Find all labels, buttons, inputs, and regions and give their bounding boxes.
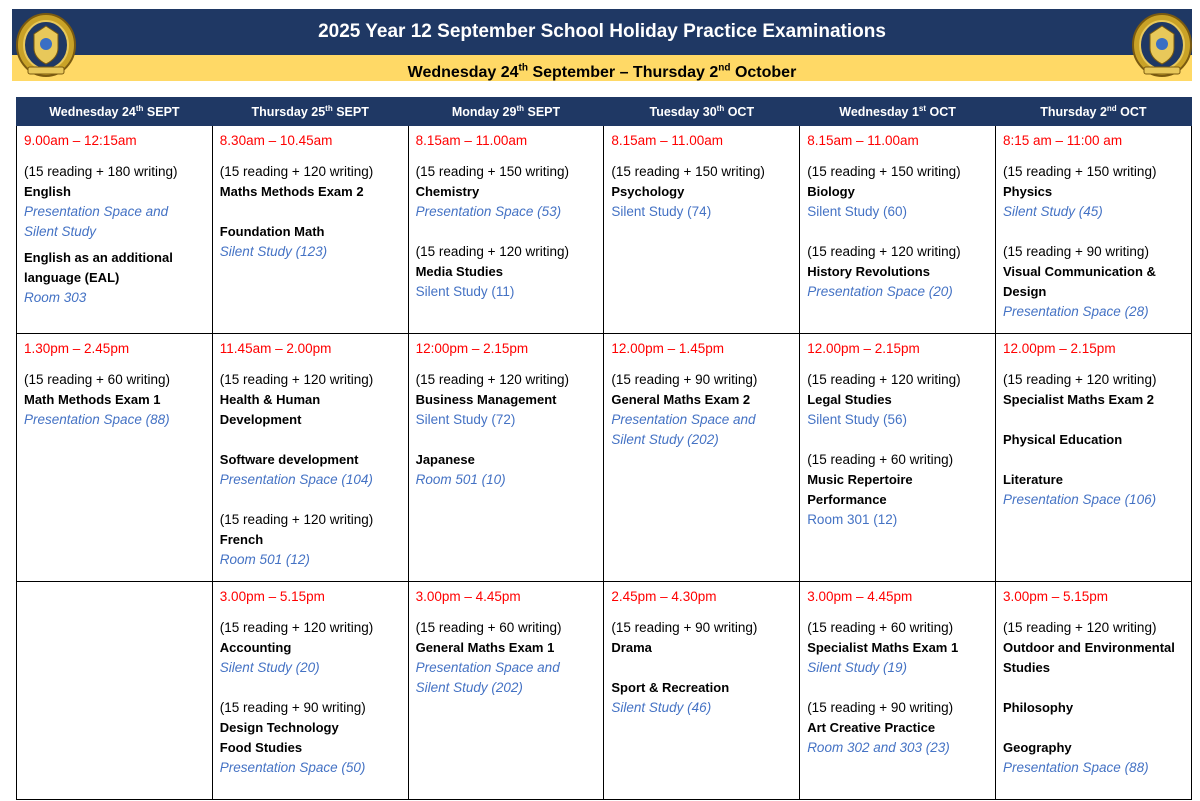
- exam-location: Presentation Space and Silent Study (202): [415, 660, 560, 695]
- exam-subject: English as an additional language (EAL): [24, 250, 173, 285]
- exam-location: Room 301 (12): [807, 512, 898, 527]
- reading-writing-time: (15 reading + 150 writing): [1002, 164, 1157, 179]
- session-cell: [408, 126, 604, 334]
- exam-subject: Accounting: [219, 640, 292, 655]
- session-cell: [995, 126, 1191, 334]
- day-header: Wednesday 1st OCT: [800, 98, 996, 126]
- exam-timetable: [16, 97, 1192, 800]
- reading-writing-time: (15 reading + 120 writing): [219, 372, 374, 387]
- session-cell: [800, 126, 996, 334]
- exam-subject: French: [219, 532, 264, 547]
- school-crest-logo-right: [1130, 12, 1194, 78]
- day-header: Wednesday 24th SEPT: [17, 98, 213, 126]
- exam-subject: Specialist Maths Exam 2: [1002, 392, 1154, 407]
- reading-writing-time: (15 reading + 120 writing): [1002, 620, 1157, 635]
- exam-subject: Drama: [611, 640, 652, 655]
- exam-subject: Health & Human Development: [219, 392, 321, 427]
- school-crest-logo-left: [14, 12, 78, 78]
- exam-location: Room 501 (10): [415, 472, 506, 487]
- exam-location: Presentation Space (53): [415, 204, 562, 219]
- reading-writing-time: (15 reading + 120 writing): [219, 512, 374, 527]
- session-time: 12.00pm – 1.45pm: [611, 341, 724, 356]
- exam-location: Room 302 and 303 (23): [807, 740, 950, 755]
- date-range-bar: [12, 55, 1192, 81]
- exam-subject: General Maths Exam 2: [611, 392, 751, 407]
- reading-writing-time: (15 reading + 90 writing): [611, 620, 758, 635]
- exam-location: Silent Study (19): [807, 660, 907, 675]
- session-time: 8.15am – 11.00am: [415, 133, 528, 148]
- reading-writing-time: (15 reading + 90 writing): [807, 700, 954, 715]
- exam-location: Presentation Space (20): [807, 284, 953, 299]
- exam-location: Room 501 (12): [219, 552, 310, 567]
- exam-subject: Business Management: [415, 392, 557, 407]
- session-time: 3.00pm – 4.45pm: [807, 589, 913, 604]
- reading-writing-time: (15 reading + 120 writing): [807, 372, 961, 387]
- exam-subject: Outdoor and Environmental Studies: [1002, 640, 1175, 675]
- exam-subject: Legal Studies: [807, 392, 892, 407]
- session-time: 12.00pm – 2.15pm: [807, 341, 920, 356]
- exam-location: Silent Study (72): [415, 412, 516, 427]
- reading-writing-time: (15 reading + 60 writing): [24, 372, 170, 387]
- reading-writing-time: (15 reading + 90 writing): [611, 372, 758, 387]
- date-range: Wednesday 24th September – Thursday 2nd October: [407, 63, 797, 82]
- exam-subject: History Revolutions: [807, 264, 930, 279]
- exam-subject: Physics: [1002, 184, 1053, 199]
- exam-location: Presentation Space (50): [219, 760, 366, 775]
- reading-writing-time: (15 reading + 150 writing): [807, 164, 961, 179]
- exam-subject: Music Repertoire Performance: [807, 472, 913, 507]
- midday-session-row: [17, 334, 1192, 582]
- reading-writing-time: (15 reading + 90 writing): [1002, 244, 1149, 259]
- exam-subject: Literature: [1002, 472, 1063, 487]
- session-cell: [17, 334, 213, 582]
- day-header: Thursday 25th SEPT: [212, 98, 408, 126]
- exam-subject: General Maths Exam 1: [415, 640, 555, 655]
- document-title: 2025 Year 12 September School Holiday Practice Examinations: [318, 21, 886, 42]
- session-time: 12.00pm – 2.15pm: [1002, 341, 1116, 356]
- exam-subject: Sport & Recreation: [611, 680, 730, 695]
- exam-location: Silent Study (123): [219, 244, 328, 259]
- reading-writing-time: (15 reading + 180 writing): [24, 164, 178, 179]
- reading-writing-time: (15 reading + 120 writing): [219, 164, 374, 179]
- exam-location: Presentation Space (28): [1002, 304, 1149, 319]
- empty-session-cell: [17, 582, 213, 800]
- session-cell: [212, 334, 408, 582]
- exam-location: Silent Study (46): [611, 700, 712, 715]
- exam-subject: English: [24, 184, 71, 199]
- exam-subject: Geography: [1002, 740, 1072, 755]
- exam-subject: Biology: [807, 184, 855, 199]
- session-cell: [212, 126, 408, 334]
- reading-writing-time: (15 reading + 60 writing): [807, 620, 954, 635]
- session-cell: [800, 334, 996, 582]
- reading-writing-time: (15 reading + 60 writing): [807, 452, 954, 467]
- session-time: 1.30pm – 2.45pm: [24, 341, 130, 356]
- session-time: 8:15 am – 11:00 am: [1002, 133, 1123, 148]
- exam-location: Presentation Space and Silent Study: [24, 204, 169, 239]
- session-time: 12:00pm – 2.15pm: [415, 341, 529, 356]
- exam-location: Silent Study (20): [219, 660, 320, 675]
- exam-subject: Psychology: [611, 184, 685, 199]
- exam-subject: Physical Education: [1002, 432, 1123, 447]
- day-header: Thursday 2nd OCT: [995, 98, 1191, 126]
- day-header: Tuesday 30th OCT: [604, 98, 800, 126]
- session-cell: [408, 582, 604, 800]
- exam-subject: Philosophy: [1002, 700, 1074, 715]
- session-cell: [800, 582, 996, 800]
- exam-location: Silent Study (11): [415, 284, 515, 299]
- reading-writing-time: (15 reading + 150 writing): [415, 164, 570, 179]
- session-cell: [17, 126, 213, 334]
- exam-subject: Maths Methods Exam 2: [219, 184, 364, 199]
- exam-subject: Food Studies: [219, 740, 303, 755]
- session-cell: [604, 126, 800, 334]
- session-cell: [408, 334, 604, 582]
- reading-writing-time: (15 reading + 60 writing): [415, 620, 562, 635]
- exam-subject: Chemistry: [415, 184, 480, 199]
- exam-location: Presentation Space (88): [24, 412, 170, 427]
- session-cell: [604, 334, 800, 582]
- exam-subject: Japanese: [415, 452, 475, 467]
- exam-location: Presentation Space (88): [1002, 760, 1149, 775]
- exam-subject: Specialist Maths Exam 1: [807, 640, 959, 655]
- exam-location: Presentation Space (106): [1002, 492, 1157, 507]
- exam-subject: Math Methods Exam 1: [24, 392, 161, 407]
- exam-location: Presentation Space and Silent Study (202): [611, 412, 756, 447]
- session-time: 3.00pm – 4.45pm: [415, 589, 521, 604]
- exam-location: Presentation Space (104): [219, 472, 373, 487]
- session-time: 3.00pm – 5.15pm: [219, 589, 325, 604]
- session-cell: [995, 334, 1191, 582]
- day-header-row: [17, 98, 1192, 126]
- reading-writing-time: (15 reading + 90 writing): [219, 700, 366, 715]
- reading-writing-time: (15 reading + 150 writing): [611, 164, 765, 179]
- session-time: 2.45pm – 4.30pm: [611, 589, 717, 604]
- session-cell: [604, 582, 800, 800]
- exam-subject: Foundation Math: [219, 224, 325, 239]
- session-time: 8.15am – 11.00am: [611, 133, 723, 148]
- session-time: 8.15am – 11.00am: [807, 133, 919, 148]
- reading-writing-time: (15 reading + 120 writing): [807, 244, 961, 259]
- session-time: 11.45am – 2.00pm: [219, 341, 332, 356]
- session-time: 3.00pm – 5.15pm: [1002, 589, 1109, 604]
- exam-location: Silent Study (45): [1002, 204, 1103, 219]
- session-time: 9.00am – 12:15am: [24, 133, 137, 148]
- session-cell: [212, 582, 408, 800]
- exam-location: Silent Study (74): [611, 204, 712, 219]
- exam-subject: Media Studies: [415, 264, 504, 279]
- reading-writing-time: (15 reading + 120 writing): [415, 372, 570, 387]
- session-time: 8.30am – 10.45am: [219, 133, 333, 148]
- exam-subject: Art Creative Practice: [807, 720, 936, 735]
- reading-writing-time: (15 reading + 120 writing): [219, 620, 374, 635]
- exam-subject: Design Technology: [219, 720, 339, 735]
- reading-writing-time: (15 reading + 120 writing): [415, 244, 570, 259]
- document-title-bar: [12, 9, 1192, 55]
- exam-location: Silent Study (60): [807, 204, 907, 219]
- exam-location: Room 303: [24, 290, 87, 305]
- session-cell: [995, 582, 1191, 800]
- exam-subject: Software development: [219, 452, 359, 467]
- morning-session-row: [17, 126, 1192, 334]
- day-header: Monday 29th SEPT: [408, 98, 604, 126]
- afternoon-session-row: [17, 582, 1192, 800]
- exam-subject: Visual Communication & Design: [1002, 264, 1156, 299]
- reading-writing-time: (15 reading + 120 writing): [1002, 372, 1157, 387]
- exam-location: Silent Study (56): [807, 412, 907, 427]
